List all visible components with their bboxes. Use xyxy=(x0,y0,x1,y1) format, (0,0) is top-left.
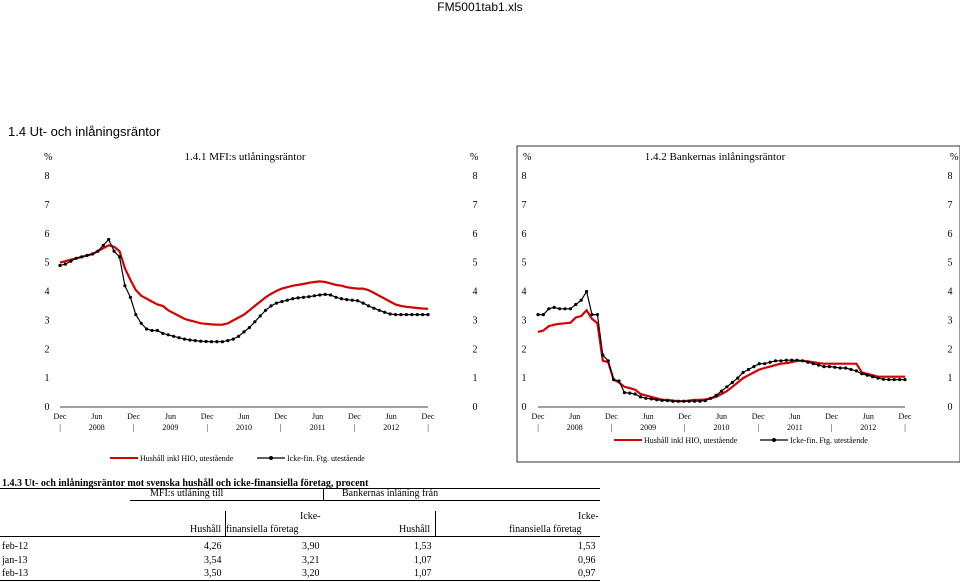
series-icke-fin-point xyxy=(736,377,739,380)
chart1-xtick-label: Dec xyxy=(274,412,288,421)
legend-marker-icke-fin xyxy=(772,438,776,442)
chart2-ytick-right: 6 xyxy=(947,228,953,240)
series-icke-fin-point xyxy=(715,394,718,397)
chart1-ytick-right: 2 xyxy=(472,344,478,356)
chart2-xtick-label: Jun xyxy=(789,412,801,421)
legend-label-hushall: Hushåll inkl HIO, utestående xyxy=(644,436,738,445)
series-icke-fin-point xyxy=(607,359,610,362)
chart1-year-separator: | xyxy=(353,423,356,432)
series-icke-fin-point xyxy=(801,359,804,362)
series-icke-fin-point xyxy=(612,378,615,381)
chart2-ytick-right: 8 xyxy=(947,171,953,182)
chart2-title: 1.4.2 Bankernas inlåningsräntor xyxy=(644,151,786,163)
chart2-year-separator: | xyxy=(537,423,539,432)
series-icke-fin-point xyxy=(887,378,890,381)
series-icke-fin-point xyxy=(671,400,674,403)
chart1-ytick-right: 7 xyxy=(472,199,478,211)
chart1-ytick-right: 8 xyxy=(472,171,478,182)
table-caption: 1.4.3 Ut- och inlåningsräntor mot svenska hushåll och icke-finansiella företag, procent xyxy=(2,478,369,489)
table-group-inlaning: Bankernas inlåning från xyxy=(342,488,439,499)
chart1-year-label: 2012 xyxy=(383,423,400,432)
chart2-xtick-label: Jun xyxy=(569,412,581,421)
chart2-year-label: 2011 xyxy=(787,423,803,432)
series-icke-fin-point xyxy=(752,365,755,368)
chart1-title: 1.4.1 MFI:s utlåningsräntor xyxy=(184,151,306,163)
chart1-unit-right: % xyxy=(470,152,479,163)
chart2-unit-left: % xyxy=(523,152,532,163)
chart2-year-separator: | xyxy=(683,423,686,432)
table-header-icke-2b: finansiella företag xyxy=(509,524,582,535)
series-icke-fin-point xyxy=(806,361,809,364)
chart2-ytick-right: 7 xyxy=(947,199,953,211)
series-icke-fin-point xyxy=(720,390,723,393)
chart1-year-label: 2011 xyxy=(309,423,326,432)
chart2-ytick-left: 5 xyxy=(521,257,527,269)
series-icke-fin-point xyxy=(693,400,696,403)
chart2-ytick-left: 3 xyxy=(521,315,527,327)
chart2-ytick-right: 0 xyxy=(947,402,953,413)
chart2-ytick-left: 0 xyxy=(521,402,527,413)
series-icke-fin-point xyxy=(860,372,863,375)
chart2-ytick-right: 2 xyxy=(947,344,953,356)
series-icke-fin-point xyxy=(596,313,599,316)
series-icke-fin-point xyxy=(876,377,879,380)
file-title: FM5001tab1.xls xyxy=(437,0,523,14)
chart2-xtick-label: Dec xyxy=(678,412,692,421)
chart2-xtick-label: Dec xyxy=(604,412,618,421)
chart1-xtick-label: Dec xyxy=(347,412,361,421)
series-icke-fin-point xyxy=(796,359,799,362)
chart2-year-separator: | xyxy=(610,423,613,432)
chart1-ytick-left: 6 xyxy=(44,228,50,240)
chart2-year-label: 2008 xyxy=(566,423,583,432)
series-icke-fin-point xyxy=(688,400,691,403)
table-group-utlaning: MFI:s utlåning till xyxy=(150,488,224,499)
series-icke-fin-point xyxy=(779,359,782,362)
series-icke-fin-point xyxy=(882,378,885,381)
chart2-xtick-label: Dec xyxy=(531,412,545,421)
chart2-ytick-right: 1 xyxy=(947,373,953,385)
series-icke-fin-point xyxy=(644,397,647,400)
chart1-ytick-left: 1 xyxy=(44,373,50,385)
chart1-year-label: 2008 xyxy=(88,423,105,432)
chart1-ytick-right: 3 xyxy=(472,315,478,327)
chart1-ytick-left: 2 xyxy=(44,344,50,356)
chart1-xtick-label: Jun xyxy=(91,412,103,421)
series-icke-fin-point xyxy=(828,365,831,368)
series-icke-fin-point xyxy=(822,365,825,368)
series-icke-fin-point xyxy=(725,385,728,388)
table-header-icke-2a: Icke- xyxy=(578,511,599,522)
chart2-xtick-label: Jun xyxy=(642,412,654,421)
chart2-xtick-label: Jun xyxy=(862,412,874,421)
series-icke-fin-point xyxy=(903,378,906,381)
chart2-year-separator: | xyxy=(830,423,833,432)
chart2-ytick-left: 7 xyxy=(521,199,527,211)
chart1-unit-left: % xyxy=(44,152,53,163)
chart1-ytick-left: 3 xyxy=(44,315,50,327)
series-icke-fin-point xyxy=(623,391,626,394)
series-icke-fin-point xyxy=(634,392,637,395)
chart1-ytick-right: 5 xyxy=(472,257,478,269)
chart1-xtick-label: Dec xyxy=(53,412,67,421)
chart1-year-separator: | xyxy=(59,423,61,432)
series-icke-fin-point xyxy=(812,362,815,365)
chart2-xtick-label: Dec xyxy=(751,412,765,421)
series-icke-fin-point xyxy=(844,366,847,369)
chart1-year-separator: | xyxy=(427,423,429,432)
chart2-ytick-right: 5 xyxy=(947,257,953,269)
series-icke-fin-point xyxy=(763,362,766,365)
series-icke-fin-point xyxy=(574,303,577,306)
chart2-ytick-left: 2 xyxy=(521,344,527,356)
chart2-year-label: 2010 xyxy=(713,423,730,432)
series-icke-fin-point xyxy=(839,366,842,369)
chart2-ytick-left: 8 xyxy=(521,171,527,182)
chart1-ytick-left: 5 xyxy=(44,257,50,269)
series-hushall-line xyxy=(538,310,905,401)
section-title: 1.4 Ut- och inlåningsräntor xyxy=(8,124,161,139)
series-icke-fin-point xyxy=(547,307,550,310)
chart1-ytick-left: 8 xyxy=(44,171,50,182)
series-icke-fin-point xyxy=(704,399,707,402)
chart1-ytick-left: 4 xyxy=(44,286,50,298)
series-icke-fin-point xyxy=(617,379,620,382)
chart1-year-label: 2010 xyxy=(236,423,252,432)
series-icke-fin-point xyxy=(590,313,593,316)
chart1-ytick-right: 1 xyxy=(472,373,478,385)
chart2-ytick-left: 6 xyxy=(521,228,527,240)
table-header-hushall-1: Hushåll xyxy=(190,524,222,535)
series-icke-fin-point xyxy=(774,359,777,362)
series-icke-fin-point xyxy=(542,313,545,316)
chart1-year-separator: | xyxy=(132,423,135,432)
series-icke-fin-point xyxy=(742,371,745,374)
chart2-xtick-label: Dec xyxy=(898,412,912,421)
table-header-icke-1a: Icke- xyxy=(300,511,321,522)
chart1-ytick-right: 4 xyxy=(472,286,478,298)
series-icke-fin-line xyxy=(538,292,905,402)
series-icke-fin-point xyxy=(655,398,658,401)
chart1-xtick-label: Dec xyxy=(200,412,214,421)
series-icke-fin-point xyxy=(661,399,664,402)
series-icke-fin-point xyxy=(558,307,561,310)
series-icke-fin-point xyxy=(536,313,539,316)
chart1-xtick-label: Jun xyxy=(238,412,250,421)
table-header-hushall-2: Hushåll xyxy=(399,524,431,535)
series-icke-fin-point xyxy=(585,290,588,293)
series-icke-fin-point xyxy=(580,299,583,302)
chart2-unit-right: % xyxy=(950,152,959,163)
series-icke-fin-point xyxy=(747,368,750,371)
series-icke-fin-point xyxy=(817,364,820,367)
series-icke-fin-point xyxy=(628,392,631,395)
chart1-xtick-label: Dec xyxy=(421,412,435,421)
chart2-year-separator: | xyxy=(757,423,760,432)
series-icke-fin-point xyxy=(563,307,566,310)
series-icke-fin-point xyxy=(639,395,642,398)
series-icke-fin-point xyxy=(677,400,680,403)
table-header-icke-1b: finansiella företag xyxy=(226,524,299,535)
series-icke-fin-point xyxy=(666,399,669,402)
legend-label-hushall: Hushåll inkl HIO, utestående xyxy=(140,454,234,463)
series-icke-fin-point xyxy=(849,368,852,371)
chart1-ytick-right: 0 xyxy=(472,402,478,413)
chart1-year-label: 2009 xyxy=(162,423,179,432)
series-icke-fin-point xyxy=(758,362,761,365)
chart2-ytick-right: 3 xyxy=(947,315,953,327)
series-icke-fin-point xyxy=(833,366,836,369)
chart1-year-separator: | xyxy=(279,423,282,432)
chart1-year-separator: | xyxy=(206,423,209,432)
series-icke-fin-point xyxy=(866,374,869,377)
series-icke-fin-point xyxy=(601,353,604,356)
chart2-year-separator: | xyxy=(904,423,906,432)
series-icke-fin-point xyxy=(569,307,572,310)
chart1-ytick-left: 7 xyxy=(44,199,50,211)
legend-label-icke-fin: Icke-fin. Ftg. utestående xyxy=(790,436,868,445)
chart1-xtick-label: Jun xyxy=(312,412,324,421)
chart2-ytick-right: 4 xyxy=(947,286,953,298)
series-icke-fin-point xyxy=(871,375,874,378)
series-icke-fin-point xyxy=(898,378,901,381)
series-icke-fin-point xyxy=(785,359,788,362)
chart1-xtick-label: Jun xyxy=(385,412,397,421)
chart2-frame xyxy=(517,146,960,462)
chart2-legend xyxy=(614,436,868,445)
series-icke-fin-point xyxy=(731,381,734,384)
chart2-ytick-left: 1 xyxy=(521,373,527,385)
series-icke-fin-point xyxy=(553,306,556,309)
chart1-xtick-label: Dec xyxy=(127,412,141,421)
chart1-xtick-label: Jun xyxy=(164,412,176,421)
series-icke-fin-point xyxy=(893,378,896,381)
legend-label-icke-fin: Icke-fin. Ftg. utestående xyxy=(287,454,365,463)
chart2-xtick-label: Jun xyxy=(715,412,728,421)
chart1-ytick-left: 0 xyxy=(44,402,50,413)
series-icke-fin-point xyxy=(790,359,793,362)
chart1-ytick-right: 6 xyxy=(472,228,478,240)
series-icke-fin-point xyxy=(698,400,701,403)
chart2-year-label: 2009 xyxy=(640,423,657,432)
chart2-year-label: 2012 xyxy=(860,423,877,432)
series-icke-fin-point xyxy=(709,397,712,400)
series-icke-fin-point xyxy=(855,369,858,372)
chart2-xtick-label: Dec xyxy=(825,412,839,421)
series-icke-fin-point xyxy=(650,397,653,400)
series-icke-fin-point xyxy=(769,361,772,364)
series-icke-fin-point xyxy=(682,400,685,403)
chart2-ytick-left: 4 xyxy=(521,286,527,298)
